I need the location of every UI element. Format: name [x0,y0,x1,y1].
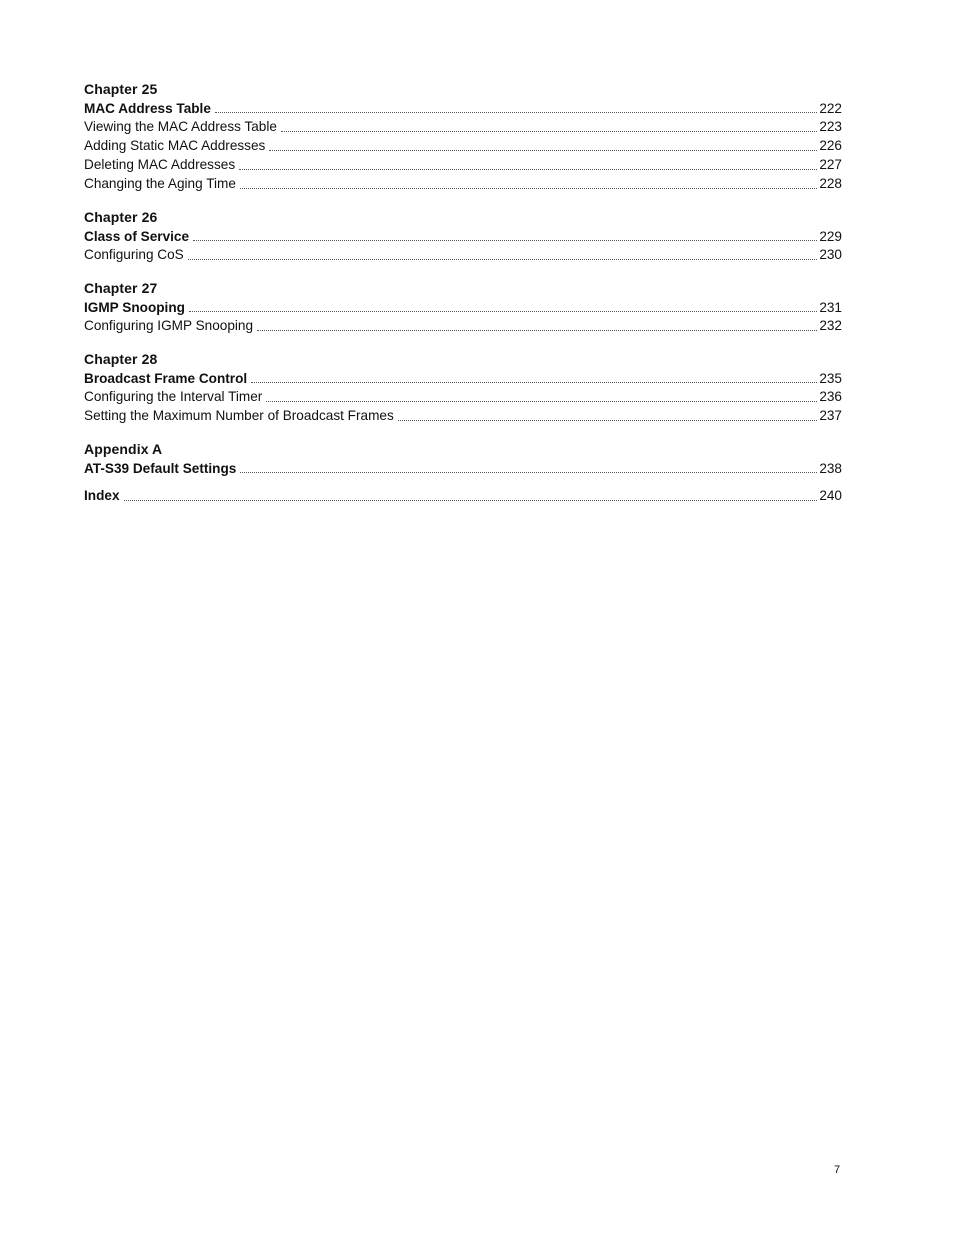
chapter-heading: Chapter 25 [84,81,158,97]
toc-group-index [84,486,842,505]
dot-leader [281,131,817,132]
toc-entry-title: Setting the Maximum Number of Broadcast Frames [84,408,394,423]
toc-entry-page: 237 [819,408,842,423]
toc-entry[interactable] [84,371,842,387]
dot-leader [189,311,817,312]
appendix-heading: Appendix A [84,441,163,457]
toc-entry[interactable] [84,174,842,193]
toc-entry-index[interactable] [84,486,842,505]
toc-entry-title: Changing the Aging Time [84,176,236,191]
toc-entry[interactable] [84,101,842,117]
toc-entry-title: AT-S39 Default Settings [84,461,237,476]
toc-entry-page: 240 [819,488,842,503]
dot-leader [124,500,818,501]
toc-entry-page: 235 [819,371,842,386]
toc-entry-title: Index [84,488,120,503]
toc-entry[interactable] [84,155,842,174]
toc-entry-title: Adding Static MAC Addresses [84,138,266,153]
dot-leader [251,382,817,383]
toc-entry[interactable] [84,387,842,406]
toc-entry-page: 230 [819,247,842,262]
toc-entry-title: Configuring the Interval Timer [84,389,263,404]
toc-group-appendix-a [84,439,842,477]
toc-entry-page: 238 [819,461,842,476]
toc-entry-title: Configuring CoS [84,247,184,262]
toc-entry[interactable] [84,245,842,264]
dot-leader [257,330,817,331]
toc-entry[interactable] [84,406,842,425]
toc-entry-page: 222 [819,101,842,116]
toc-entry[interactable] [84,117,842,136]
dot-leader [240,472,817,473]
chapter-heading: Chapter 26 [84,209,158,225]
dot-leader [215,112,817,113]
dot-leader [188,259,818,260]
table-of-contents [84,79,842,519]
toc-entry-page: 236 [819,389,842,404]
toc-entry-title: MAC Address Table [84,101,211,116]
toc-entry-title: Class of Service [84,229,190,244]
toc-entry-page: 228 [819,176,842,191]
toc-group-chapter-25 [84,79,842,193]
toc-entry-page: 223 [819,119,842,134]
toc-entry-page: 229 [819,229,842,244]
toc-entry-page: 226 [819,138,842,153]
toc-entry-title: Deleting MAC Addresses [84,157,236,172]
toc-entry-title: IGMP Snooping [84,300,185,315]
toc-entry-page: 232 [819,318,842,333]
toc-group-chapter-26 [84,207,842,264]
dot-leader [239,169,817,170]
dot-leader [193,240,817,241]
toc-entry[interactable] [84,316,842,335]
toc-group-chapter-28 [84,349,842,425]
toc-entry[interactable] [84,300,842,316]
toc-entry-page: 227 [819,157,842,172]
dot-leader [269,150,817,151]
toc-entry-page: 231 [819,300,842,315]
chapter-heading: Chapter 27 [84,280,158,296]
dot-leader [240,188,817,189]
chapter-heading: Chapter 28 [84,351,158,367]
toc-group-chapter-27 [84,278,842,335]
toc-entry[interactable] [84,136,842,155]
toc-entry-title: Broadcast Frame Control [84,371,248,386]
toc-entry-title: Viewing the MAC Address Table [84,119,277,134]
page-number: 7 [834,1164,841,1176]
toc-entry-title: Configuring IGMP Snooping [84,318,254,333]
toc-entry[interactable] [84,229,842,245]
dot-leader [398,420,818,421]
dot-leader [266,401,817,402]
toc-entry[interactable] [84,461,842,477]
